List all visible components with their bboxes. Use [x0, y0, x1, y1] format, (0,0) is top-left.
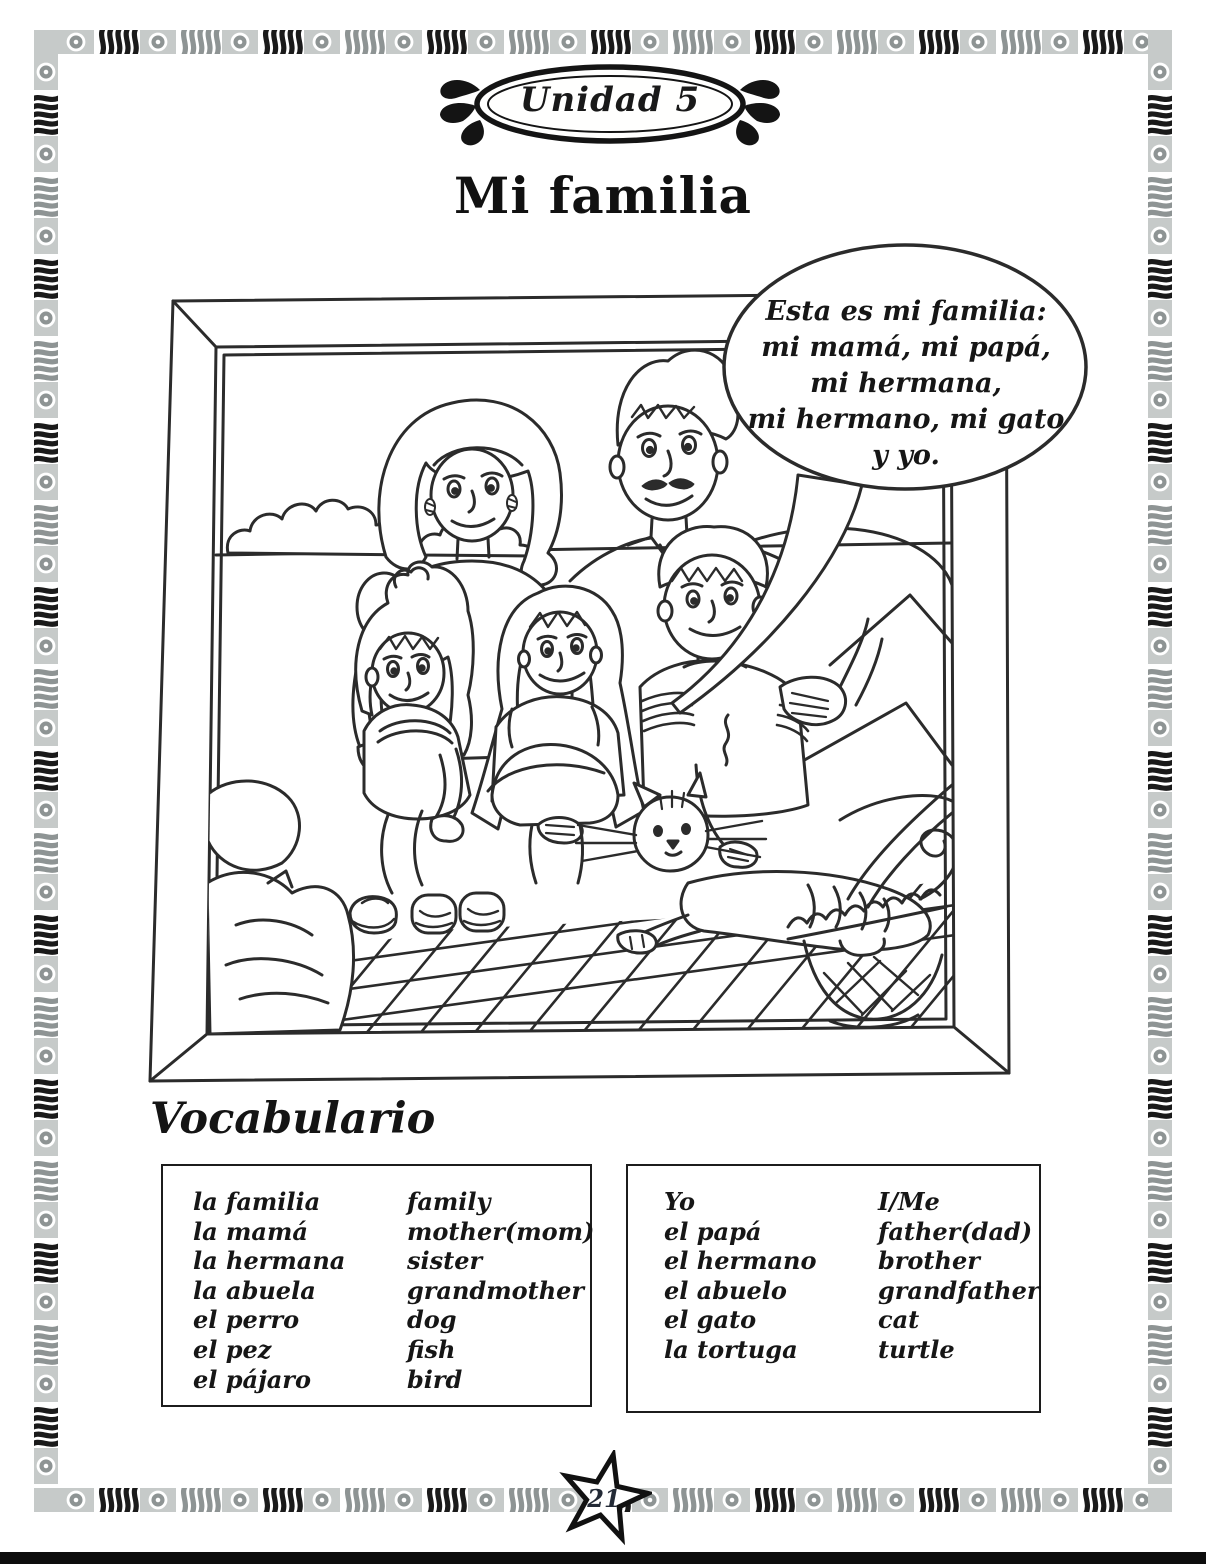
circle-tile [796, 30, 832, 54]
stripes-tile [832, 30, 878, 54]
stripes-tile [1148, 664, 1172, 710]
vocab-row [193, 1276, 590, 1306]
circle-tile [304, 30, 340, 54]
circle-tile [34, 1120, 58, 1156]
vocab-term-en: father(dad) [878, 1216, 1033, 1246]
stripes-tile [34, 500, 58, 546]
vocab-term-es: la tortuga [664, 1334, 798, 1364]
stripes-tile [34, 1320, 58, 1366]
stripes-tile [94, 30, 140, 54]
circle-tile [632, 30, 668, 54]
vocab-term-en: sister [407, 1246, 483, 1276]
stripes-tile [1148, 828, 1172, 874]
vocab-heading: Vocabulario [150, 1094, 436, 1144]
page-number: 21 [587, 1484, 621, 1513]
decorative-border-top [58, 30, 1148, 54]
stripes-tile [996, 1488, 1042, 1512]
stripes-tile [34, 1402, 58, 1448]
vocab-term-es: el pájaro [193, 1364, 311, 1394]
speech-bubble-text [742, 294, 1070, 474]
blanket [207, 781, 354, 1034]
vocab-term-es: el perro [193, 1305, 300, 1335]
border-corner-tile [34, 1488, 58, 1512]
vocab-term-en: turtle [878, 1334, 955, 1364]
vocab-row [193, 1246, 590, 1276]
circle-tile [34, 1202, 58, 1238]
vocab-row [664, 1246, 1039, 1276]
speech-line: mi mamá, mi papá, [761, 332, 1051, 363]
stripes-tile [832, 1488, 878, 1512]
stripes-tile [1148, 1074, 1172, 1120]
circle-tile [550, 30, 586, 54]
circle-tile [34, 956, 58, 992]
vocab-row [193, 1216, 595, 1247]
stripes-tile [176, 1488, 222, 1512]
unit-badge [428, 60, 792, 148]
circle-tile [34, 1284, 58, 1320]
stripes-tile [504, 30, 550, 54]
stripes-tile [914, 30, 960, 54]
circle-tile [1148, 1202, 1172, 1238]
vocab-term-es: la familia [193, 1187, 321, 1216]
vocab-term-es: el papá [664, 1216, 762, 1246]
vocab-row [664, 1276, 1039, 1306]
vocab-row [193, 1187, 590, 1217]
stripes-tile [34, 664, 58, 710]
circle-tile [1148, 1284, 1172, 1320]
circle-tile [1042, 30, 1078, 54]
circle-tile [468, 30, 504, 54]
vocab-term-es: el abuelo [664, 1275, 787, 1305]
circle-tile [1148, 546, 1172, 582]
page-title: Mi familia [454, 166, 752, 225]
vocab-term-en: brother [878, 1246, 980, 1276]
shoe [412, 893, 504, 933]
vocab-term-es: la abuela [193, 1275, 316, 1305]
circle-tile [34, 874, 58, 910]
stripes-tile [34, 1074, 58, 1120]
stripes-tile [1148, 418, 1172, 464]
vocab-row [664, 1217, 1039, 1247]
circle-tile [1148, 1120, 1172, 1156]
vocab-term-en: bird [407, 1364, 463, 1394]
vocab-row [193, 1335, 590, 1365]
stripes-tile [34, 90, 58, 136]
vocab-term-es: el hermano [664, 1246, 817, 1276]
unit-badge-label: Unidad 5 [519, 80, 701, 120]
stripes-tile [668, 1488, 714, 1512]
stripes-tile [750, 1488, 796, 1512]
stripes-tile [996, 30, 1042, 54]
stripes-tile [340, 30, 386, 54]
vocab-term-en: grandfather [878, 1275, 1040, 1305]
circle-tile [1148, 300, 1172, 336]
speech-line: mi hermana, [810, 368, 1002, 399]
circle-tile [1148, 54, 1172, 90]
stripes-tile [504, 1488, 550, 1512]
circle-tile [304, 1488, 340, 1512]
circle-tile [34, 54, 58, 90]
vocab-row [193, 1305, 590, 1335]
stripes-tile [34, 828, 58, 874]
circle-tile [878, 1488, 914, 1512]
circle-tile [1148, 710, 1172, 746]
circle-tile [222, 1488, 258, 1512]
circle-tile [1148, 1448, 1172, 1484]
circle-tile [960, 30, 996, 54]
stripes-tile [422, 30, 468, 54]
stripes-tile [34, 992, 58, 1038]
stripes-tile [340, 1488, 386, 1512]
stripes-tile [1148, 746, 1172, 792]
stripes-tile [750, 30, 796, 54]
speech-line: mi hermano, mi gato [747, 404, 1065, 435]
circle-tile [714, 30, 750, 54]
stripes-tile [1148, 1156, 1172, 1202]
circle-tile [222, 30, 258, 54]
circle-tile [1148, 874, 1172, 910]
vocab-term-en: dog [407, 1305, 457, 1335]
speech-line: y yo. [872, 440, 940, 471]
stripes-tile [34, 1238, 58, 1284]
vocab-box-left [161, 1164, 595, 1407]
vocab-term-en: I/Me [878, 1187, 940, 1216]
circle-tile [34, 382, 58, 418]
stripes-tile [586, 30, 632, 54]
vocab-term-es: la mamá [193, 1216, 308, 1246]
border-corner-tile [1148, 1488, 1172, 1512]
stripes-tile [422, 1488, 468, 1512]
circle-tile [34, 1366, 58, 1402]
circle-tile [34, 464, 58, 500]
circle-tile [468, 1488, 504, 1512]
vocab-term-en: fish [407, 1334, 456, 1364]
stripes-tile [1078, 30, 1124, 54]
vocab-term-en: grandmother [407, 1275, 585, 1305]
stripes-tile [258, 30, 304, 54]
page-edge-bar [0, 1552, 1206, 1564]
vocab-term-es: el pez [193, 1334, 272, 1364]
stripes-tile [1148, 90, 1172, 136]
circle-tile [1148, 382, 1172, 418]
decorative-border-left [34, 54, 58, 1488]
vocab-term-es: la hermana [193, 1246, 346, 1276]
circle-tile [386, 1488, 422, 1512]
stripes-tile [176, 30, 222, 54]
speech-line: Esta es mi familia: [765, 296, 1047, 327]
circle-tile [34, 710, 58, 746]
decorative-border-right [1148, 54, 1172, 1488]
stripes-tile [34, 910, 58, 956]
stripes-tile [1148, 336, 1172, 382]
stripes-tile [914, 1488, 960, 1512]
circle-tile [34, 300, 58, 336]
circle-tile [386, 30, 422, 54]
circle-tile [34, 628, 58, 664]
circle-tile [1148, 464, 1172, 500]
stripes-tile [1148, 992, 1172, 1038]
vocab-term-en: mother(mom) [407, 1216, 595, 1246]
circle-tile [1124, 30, 1148, 54]
stripes-tile [1078, 1488, 1124, 1512]
vocab-term-en: cat [878, 1305, 920, 1335]
circle-tile [58, 1488, 94, 1512]
stripes-tile [34, 418, 58, 464]
circle-tile [34, 546, 58, 582]
vocab-row [664, 1305, 1039, 1335]
circle-tile [1148, 792, 1172, 828]
vocab-row [664, 1335, 1039, 1365]
circle-tile [796, 1488, 832, 1512]
shoe [350, 897, 396, 933]
stripes-tile [1148, 1320, 1172, 1366]
stripes-tile [34, 1156, 58, 1202]
stripes-tile [94, 1488, 140, 1512]
circle-tile [34, 792, 58, 828]
page-number-star [556, 1450, 652, 1546]
stripes-tile [34, 746, 58, 792]
circle-tile [58, 30, 94, 54]
stripes-tile [1148, 254, 1172, 300]
circle-tile [140, 30, 176, 54]
circle-tile [1148, 1366, 1172, 1402]
border-corner-tile [34, 30, 58, 54]
stripes-tile [1148, 582, 1172, 628]
circle-tile [1042, 1488, 1078, 1512]
vocab-row [664, 1187, 1039, 1217]
circle-tile [960, 1488, 996, 1512]
stripes-tile [1148, 500, 1172, 546]
stripes-tile [668, 30, 714, 54]
circle-tile [1148, 628, 1172, 664]
circle-tile [34, 1038, 58, 1074]
stripes-tile [1148, 1402, 1172, 1448]
vocab-box-right [626, 1164, 1041, 1413]
circle-tile [34, 1448, 58, 1484]
stripes-tile [34, 336, 58, 382]
circle-tile [714, 1488, 750, 1512]
vocab-term-es: el gato [664, 1305, 757, 1335]
vocab-row [193, 1365, 590, 1395]
stripes-tile [1148, 910, 1172, 956]
stripes-tile [34, 254, 58, 300]
circle-tile [140, 1488, 176, 1512]
stripes-tile [1148, 1238, 1172, 1284]
circle-tile [1148, 1038, 1172, 1074]
border-corner-tile [1148, 30, 1172, 54]
stripes-tile [258, 1488, 304, 1512]
circle-tile [878, 30, 914, 54]
circle-tile [1124, 1488, 1148, 1512]
vocab-term-es: Yo [664, 1187, 696, 1216]
circle-tile [1148, 956, 1172, 992]
stripes-tile [34, 582, 58, 628]
vocab-term-en: family [407, 1187, 491, 1216]
